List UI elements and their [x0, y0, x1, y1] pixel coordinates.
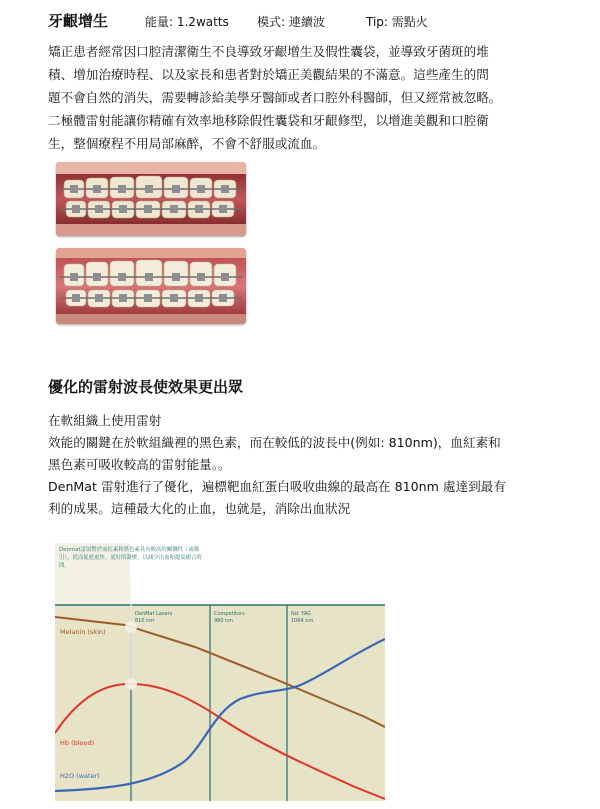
laser-line: 黑色素可吸收較高的雷射能量。。 — [48, 457, 231, 472]
braces-photo-before — [56, 162, 246, 236]
braces-photo-after — [56, 248, 246, 324]
column-label-name: DenMat Lasers — [135, 611, 173, 617]
series-label-hb: Hb (blood) — [60, 739, 95, 747]
absorption-chart — [55, 543, 385, 801]
chart-annotation: Denmat雷射對於血紅素和黑色素具有較高的關聯性（或吸引），從而促進更快、更好的凝聚，以減少出血和提高癒合時間。 — [59, 547, 202, 569]
laser-paragraph — [48, 410, 578, 520]
highlight-point-hb — [125, 678, 137, 690]
intro-paragraph — [48, 40, 568, 155]
laser-line: 效能的關鍵在於軟組織裡的黑色素，而在較低的波長中(例如: 810nm)，血紅素和 — [48, 435, 501, 450]
intro-line: 矯正患者經常因口腔清潔衛生不良導致牙齦增生及假性囊袋，並導致牙菌斑的堆 — [48, 44, 489, 59]
absorption-chart-svg — [55, 543, 385, 801]
laser-line: 在軟組織上使用雷射 — [48, 413, 162, 428]
intro-line: 二極體雷射能讓你精確有效率地移除假性囊袋和牙齦修型，以增進美觀和口腔衛 — [48, 113, 489, 128]
column-label-value: 980 nm — [214, 618, 234, 624]
laser-line: 利的成果。這種最大化的止血，也就是，消除出血狀況 — [48, 501, 351, 516]
column-label-value: 1064 nm — [291, 618, 314, 624]
page-title: 牙齦增生 — [48, 12, 109, 30]
column-label-name: Competitors — [214, 611, 245, 617]
column-label-value: 810 nm — [135, 618, 155, 624]
series-label-melanin: Melanin (skin) — [60, 628, 106, 636]
intro-line: 生，整個療程不用局部麻醉，不會不舒服或流血。 — [48, 136, 326, 151]
page-header — [48, 10, 588, 32]
column-label-name: Nd: YAG — [291, 611, 312, 617]
series-label-h2o: H2O (water) — [60, 772, 100, 780]
highlight-point-melanin — [125, 621, 137, 633]
energy-label: 能量: 1.2watts — [145, 15, 229, 29]
intro-line: 題不會自然的消失，需要轉診給美學牙醫師或者口腔外科醫師，但又經常被忽略。 — [48, 90, 502, 105]
tip-label: Tip: 需點火 — [366, 15, 428, 29]
mode-label: 模式: 連續波 — [257, 15, 325, 29]
section-title: 優化的雷射波長使效果更出眾 — [48, 378, 244, 396]
intro-line: 積、增加治療時程、以及家長和患者對於矯正美觀結果的不滿意。這些產生的問 — [48, 67, 489, 82]
laser-line: DenMat 雷射進行了優化，遍標靶血紅蛋白吸收曲線的最高在 810nm 處達到最有 — [48, 479, 506, 494]
